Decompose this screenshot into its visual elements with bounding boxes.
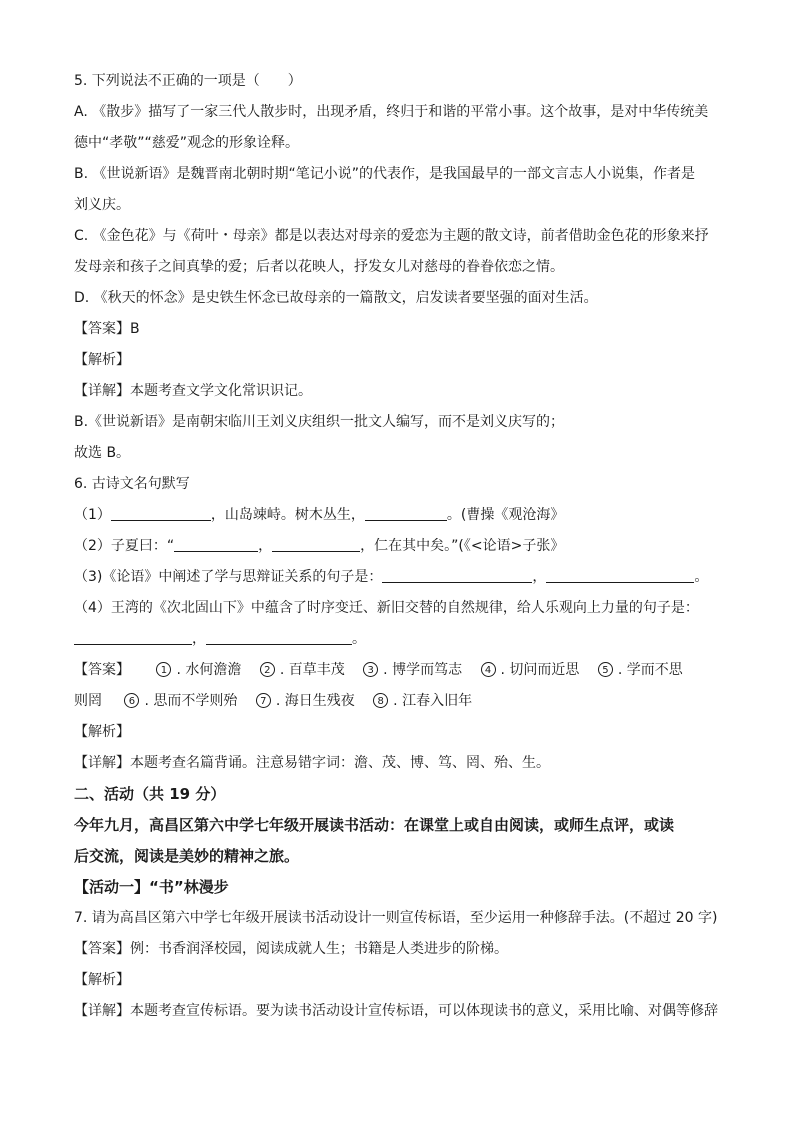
q5-choose: 故选 B。 bbox=[74, 445, 131, 461]
q6-answer-label: 【答案】 bbox=[74, 662, 130, 678]
answer-blank bbox=[111, 504, 211, 521]
answer-blank bbox=[206, 628, 352, 645]
q5-analysis: 【解析】 bbox=[74, 352, 130, 368]
answer-text: . 水何澹澹 bbox=[176, 662, 242, 678]
q5-detail: 【详解】本题考查文学文化常识识记。 bbox=[74, 383, 312, 399]
answer-number-badge: 3 bbox=[363, 662, 378, 677]
q6-line4-middle: ， bbox=[192, 631, 206, 647]
answer-text: . 切问而近思 bbox=[500, 662, 580, 678]
answer-text: . 海日生残夜 bbox=[275, 693, 355, 709]
q5-option-b-line1: B. 《世说新语》是魏晋南北朝时期“笔记小说”的代表作，是我国最早的一部文言志人小说集，作者是 bbox=[74, 166, 696, 182]
answer-text: . 百草丰茂 bbox=[279, 662, 345, 678]
q6-line2 bbox=[74, 531, 724, 562]
q6-line4-suffix: 。 bbox=[352, 631, 366, 647]
answer-blank bbox=[382, 566, 532, 583]
q5-option-d: D. 《秋天的怀念》是史铁生怀念已故母亲的一篇散文，启发读者要坚强的面对生活。 bbox=[74, 290, 598, 306]
answer-text: . 学而不思 bbox=[617, 662, 683, 678]
q7-answer: 【答案】例：书香润泽校园，阅读成就人生；书籍是人类进步的阶梯。 bbox=[74, 941, 508, 957]
section-intro-line2: 后交流，阅读是美妙的精神之旅。 bbox=[74, 847, 300, 865]
q5-stem: 5. 下列说法不正确的一项是（ ） bbox=[74, 73, 302, 89]
section-intro-line1: 今年九月，高昌区第六中学七年级开展读书活动：在课堂上或自由阅读，或师生点评，或读 bbox=[74, 816, 675, 834]
answer-number-badge: 7 bbox=[256, 693, 271, 708]
q6-answer-line2 bbox=[74, 686, 724, 717]
q6-line3-suffix: 。 bbox=[694, 569, 709, 585]
answer-blank bbox=[74, 628, 192, 645]
q5-option-a-line2: 德中“孝敬”“慈爱”观念的形象诠释。 bbox=[74, 135, 300, 151]
q6-line1-suffix: 。(曹操《观沧海》 bbox=[446, 507, 565, 523]
answer-number-badge: 4 bbox=[481, 662, 496, 677]
answer-blank bbox=[546, 566, 694, 583]
q6-line2-suffix: ，仁在其中矣。”(《<论语>子张》 bbox=[360, 538, 565, 554]
q6-line1-prefix: （1） bbox=[74, 507, 111, 523]
answer-blank bbox=[272, 535, 360, 552]
q5-option-a-line1: A. 《散步》描写了一家三代人散步时，出现矛盾，终归于和谐的平常小事。这个故事，是对中华传统美 bbox=[74, 104, 709, 120]
q6-line2-prefix: （2）子夏曰：“ bbox=[74, 538, 175, 554]
q6-answer-continuation: 则罔 bbox=[74, 693, 102, 709]
q5-detail-b: B.《世说新语》是南朝宋临川王刘义庆组织一批文人编写，而不是刘义庆写的； bbox=[74, 414, 565, 430]
q6-line4-blanks bbox=[74, 624, 724, 655]
activity-one-title: 【活动一】“书”林漫步 bbox=[74, 878, 229, 896]
answer-text: . 江春入旧年 bbox=[393, 693, 473, 709]
q6-answer-line1 bbox=[74, 655, 724, 686]
answer-number-badge: 8 bbox=[373, 693, 388, 708]
answer-number-badge: 1 bbox=[156, 662, 171, 677]
document-page bbox=[74, 66, 724, 1027]
q6-line2-middle: ， bbox=[258, 538, 273, 554]
q7-detail: 【详解】本题考查宣传标语。要为读书活动设计宣传标语，可以体现读书的意义，采用比喻、对偶等修辞 bbox=[74, 1003, 718, 1019]
answer-blank bbox=[174, 535, 258, 552]
q7-analysis: 【解析】 bbox=[74, 972, 130, 988]
q7-stem: 7. 请为高昌区第六中学七年级开展读书活动设计一则宣传标语，至少运用一种修辞手法。(不超过 20 字) bbox=[74, 910, 718, 926]
answer-text: . 博学而笃志 bbox=[383, 662, 463, 678]
q6-line4: （4）王湾的《次北固山下》中蕴含了时序变迁、新旧交替的自然规律，给人乐观向上力量的句子是： bbox=[74, 600, 699, 616]
answer-number-badge: 6 bbox=[124, 693, 139, 708]
q6-line1 bbox=[74, 500, 724, 531]
q6-line3-prefix: （3)《论语》中阐述了学与思辩证关系的句子是： bbox=[74, 569, 383, 585]
q5-option-c-line2: 发母亲和孩子之间真挚的爱；后者以花映人，抒发女儿对慈母的眷眷依恋之情。 bbox=[74, 259, 564, 275]
answer-text: . 思而不学则殆 bbox=[144, 693, 238, 709]
answer-blank bbox=[365, 504, 447, 521]
q6-line3-middle: ， bbox=[532, 569, 547, 585]
q6-stem: 6. 古诗文名句默写 bbox=[74, 476, 190, 492]
q6-line3 bbox=[74, 562, 724, 593]
q6-line1-middle: ，山岛竦峙。树木丛生， bbox=[210, 507, 365, 523]
q5-option-c-line1: C. 《金色花》与《荷叶・母亲》都是以表达对母亲的爱恋为主题的散文诗，前者借助金色花的形象来抒 bbox=[74, 228, 709, 244]
answer-number-badge: 2 bbox=[260, 662, 275, 677]
answer-number-badge: 5 bbox=[598, 662, 613, 677]
section-title: 二、活动（共 19 分） bbox=[74, 785, 226, 803]
q6-detail: 【详解】本题考查名篇背诵。注意易错字词：澹、茂、博、笃、罔、殆、生。 bbox=[74, 755, 550, 771]
q5-option-b-line2: 刘义庆。 bbox=[74, 197, 130, 213]
q5-answer: 【答案】B bbox=[74, 321, 140, 337]
q6-analysis: 【解析】 bbox=[74, 724, 130, 740]
